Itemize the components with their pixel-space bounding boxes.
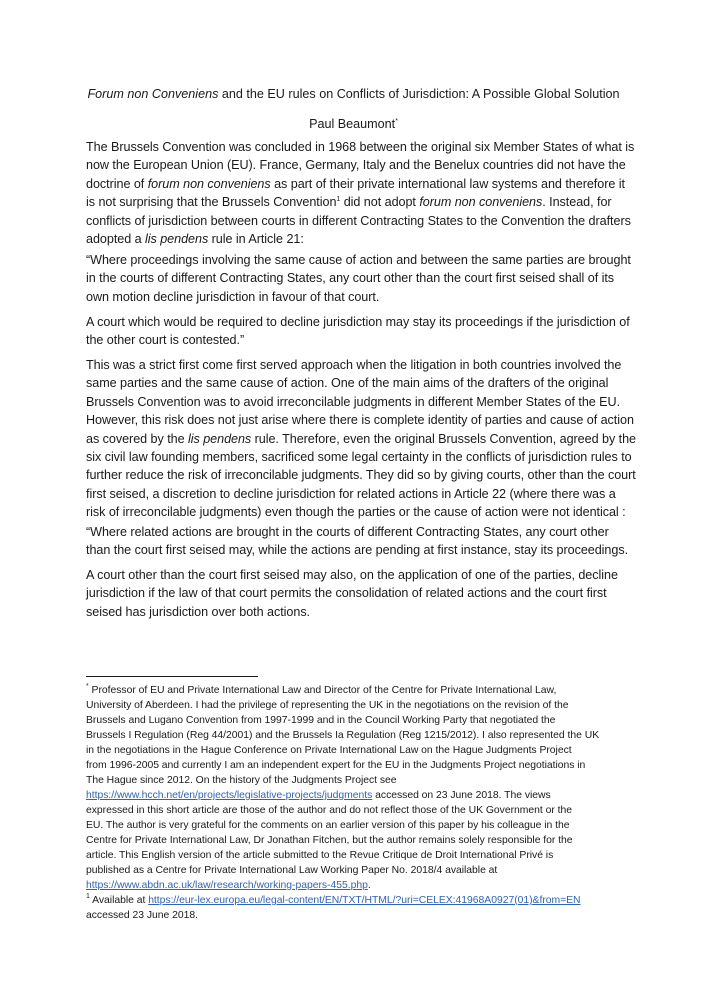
footnote-marker[interactable]: 1 — [336, 196, 341, 204]
block-quote-paragraph — [86, 566, 646, 621]
text-line: further reduce the risk of irreconcilable judgments. They did so by giving courts, other than the court — [86, 468, 636, 483]
paper-title-rest: and the EU rules on Conflicts of Jurisdiction: A Possible Global Solution — [218, 87, 620, 101]
author-name: Paul Beaumont — [309, 117, 396, 131]
text-line: the other court is contested.” — [86, 333, 245, 348]
text-line: The Brussels Convention was concluded in 1968 between the original six Member States of what is — [86, 140, 635, 154]
text-line: is not surprising that the Brussels Convention$^1$ did not adopt forum non conveniens. Instead, for — [86, 195, 612, 210]
text-line: A court which would be required to decline jurisdiction may stay its proceedings if the jurisdiction of — [86, 315, 630, 329]
text-line: in the negotiations in the Hague Conference on Private International Law on the Hague Judgments Project — [86, 745, 572, 756]
text-line: article. This English version of the article submitted to the Revue Critique de Droit International Privé is — [86, 850, 554, 861]
text-line: doctrine of forum non conveniens as part of their private international law systems and therefore it — [86, 176, 625, 191]
text-line: EU. The author is very grateful for the comments on an earlier version of this paper by his colleague in the — [86, 820, 570, 831]
footnote-marker[interactable]: 1 — [86, 893, 90, 900]
block-quote-paragraph — [86, 313, 646, 350]
text-line: now the European Union (EU). France, Germany, Italy and the Benelux countries did not have the — [86, 158, 626, 173]
text-line: Brussels I Regulation (Reg 44/2001) and the Brussels Ia Regulation (Reg 1215/2012). I also represented the UK — [86, 730, 600, 741]
italic-term: lis pendens — [188, 431, 252, 446]
text-line: A court other than the court first seised may also, on the application of one of the parties, decline — [86, 568, 618, 582]
footnotes — [86, 683, 646, 923]
paper-title-italic: Forum non Conveniens — [87, 87, 219, 101]
author-footnote-marker[interactable]: * — [395, 118, 398, 125]
text-line: first seised, a discretion to decline jurisdiction for related actions in Article 22 (where there was a — [86, 486, 616, 501]
footnote-marker[interactable]: * — [86, 683, 89, 690]
text-line: from 1996-2005 and currently I am an independent expert for the EU in the Judgments Project negotiations in — [86, 760, 586, 771]
author-line — [0, 116, 707, 133]
text-line: Brussels and Lugano Convention from 1997-1999 and in the Council Working Party that negotiated the — [86, 715, 556, 726]
text-line: https://www.hcch.net/en/projects/legislative-projects/judgments accessed on 23 June 2018. The views — [86, 790, 551, 801]
text-line: in the courts of different Contracting States, any court other than the court first seised shall of its — [86, 271, 615, 286]
text-line: as covered by the lis pendens rule. Therefore, even the original Brussels Convention, agreed by the — [86, 431, 636, 446]
text-line: accessed 23 June 2018. — [86, 910, 198, 921]
text-line: “Where related actions are brought in the courts of different Contracting States, any court other — [86, 525, 609, 539]
footnote-separator — [86, 676, 258, 677]
block-quote-paragraph — [86, 523, 646, 560]
text-line: than the court first seised may, while the actions are pending at first instance, stay its proceedings. — [86, 543, 629, 558]
text-line: six civil law founding members, sacrificed some legal certainty in the conflicts of jurisdiction rules to — [86, 450, 632, 465]
text-line: $^1$ Available at https://eur-lex.europa.eu/legal-content/EN/TXT/HTML/?uri=CELEX:41968A0927(01)&from=EN — [86, 893, 581, 906]
text-line: https://www.abdn.ac.uk/law/research/working-papers-455.php. — [86, 880, 371, 891]
text-line: seised has jurisdiction over both actions. — [86, 604, 311, 619]
text-line: conflicts of jurisdiction between courts in different Contracting States to the Convention the drafters — [86, 213, 631, 228]
text-line: University of Aberdeen. I had the privilege of representing the UK in the negotiations on the revision of the — [86, 700, 569, 711]
paper-title — [0, 86, 707, 103]
hyperlink[interactable]: https://eur-lex.europa.eu/legal-content/EN/TXT/HTML/?uri=CELEX:41968A0927(01)&from=EN — [148, 895, 581, 906]
hyperlink[interactable]: https://www.abdn.ac.uk/law/research/working-papers-455.php — [86, 880, 368, 891]
italic-term: forum non conveniens — [419, 195, 543, 210]
text-line: jurisdiction if the law of that court permits the consolidation of related actions and the court first — [86, 586, 607, 601]
footnote-1 — [86, 893, 646, 923]
text-line: risk of irreconcilable judgments) even though the parties or the cause of action were not identical : — [86, 505, 626, 520]
paragraph — [86, 356, 646, 522]
italic-term: forum non conveniens — [147, 176, 271, 191]
text-line: The Hague since 2012. On the history of the Judgments Project see — [86, 775, 397, 786]
paragraph — [86, 138, 646, 248]
block-quote-paragraph — [86, 251, 646, 306]
text-line: Brussels Convention was to avoid irreconcilable judgments in different Member States of the EU. — [86, 394, 621, 409]
text-line: This was a strict first come first served approach when the litigation in both countries involved the — [86, 358, 622, 372]
italic-term: lis pendens — [145, 232, 209, 247]
text-line: own motion decline jurisdiction in favour of that court. — [86, 289, 380, 304]
text-line: published as a Centre for Private International Law Working Paper No. 2018/4 available at — [86, 865, 498, 876]
text-line: “Where proceedings involving the same cause of action and between the same parties are brought — [86, 253, 631, 267]
text-line: adopted a lis pendens rule in Article 21: — [86, 232, 304, 247]
text-line: same parties and the same cause of action. One of the main aims of the drafters of the original — [86, 376, 609, 391]
footnote-author — [86, 683, 646, 893]
text-line: However, this risk does not just arise where there is complete identity of parties and cause of action — [86, 413, 634, 428]
text-line: expressed in this short article are those of the author and do not reflect those of the UK Government or the — [86, 805, 572, 816]
text-line: Centre for Private International Law, Dr Jonathan Fitchen, but the author remains solely responsible for the — [86, 835, 573, 846]
text-line: * Professor of EU and Private International Law and Director of the Centre for Private International Law, — [86, 683, 557, 696]
hyperlink[interactable]: https://www.hcch.net/en/projects/legislative-projects/judgments — [86, 790, 373, 801]
